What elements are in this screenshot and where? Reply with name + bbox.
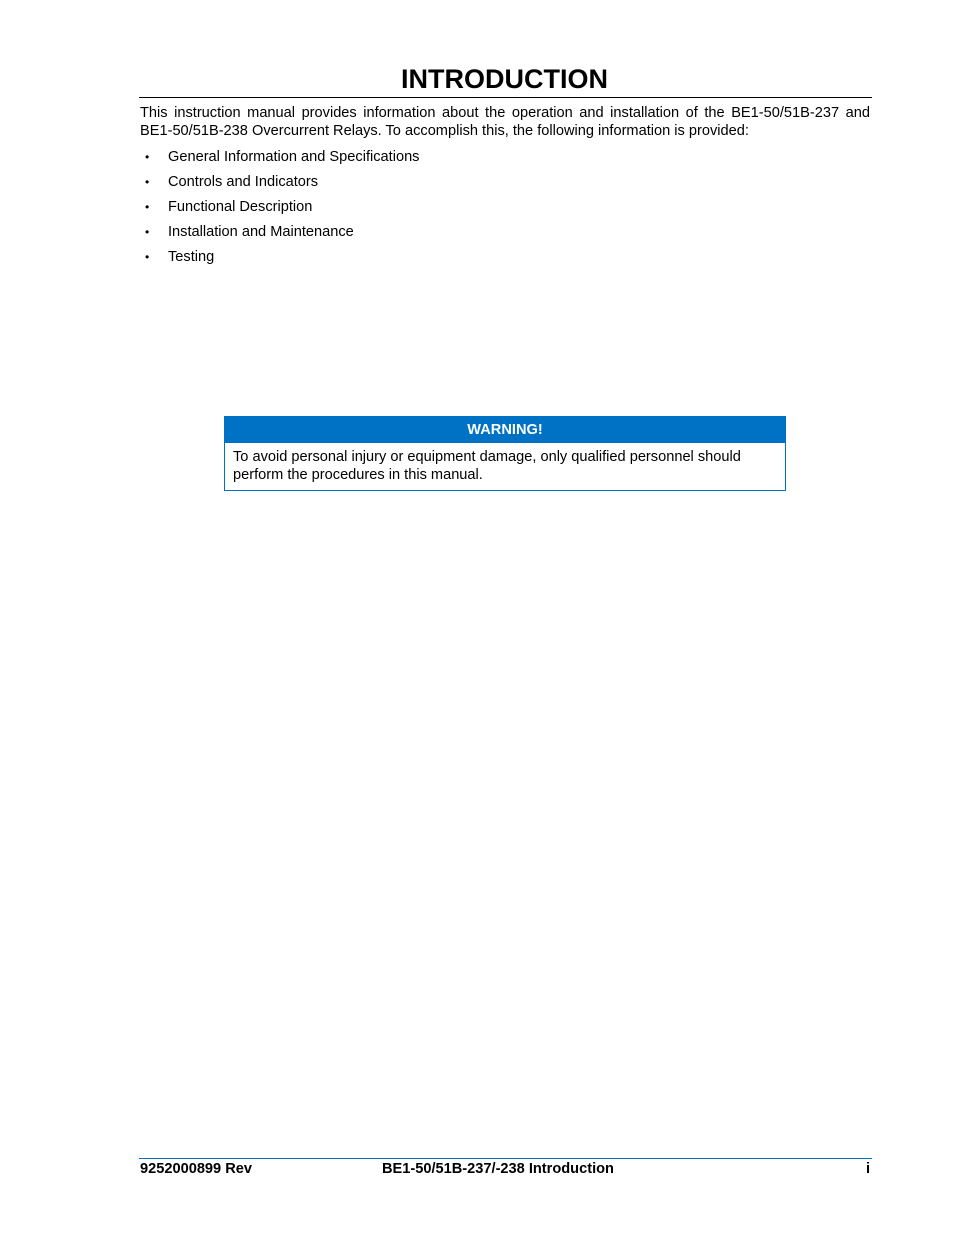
list-item bbox=[140, 198, 860, 223]
list-item bbox=[140, 148, 860, 173]
footer-doc-number: 9252000899 Rev bbox=[140, 1161, 252, 1177]
footer-page-number: i bbox=[865, 1161, 870, 1177]
footer-divider bbox=[139, 1158, 872, 1159]
warning-box bbox=[224, 416, 786, 491]
title-divider bbox=[139, 97, 872, 98]
page-footer bbox=[139, 1160, 870, 1178]
warning-heading: WARNING! bbox=[225, 417, 785, 443]
list-item-label: Functional Description bbox=[168, 199, 313, 215]
list-item bbox=[140, 248, 860, 273]
list-item bbox=[140, 223, 860, 248]
footer-doc-title: BE1-50/51B-237/-238 Introduction bbox=[382, 1161, 614, 1177]
list-item-label: Installation and Maintenance bbox=[168, 224, 354, 240]
list-item-label: Controls and Indicators bbox=[168, 174, 319, 190]
bullet-icon: • bbox=[145, 175, 150, 189]
list-item-label: Testing bbox=[168, 249, 215, 265]
bullet-icon: • bbox=[145, 225, 150, 239]
list-item-label: General Information and Specifications bbox=[168, 149, 420, 165]
topics-list bbox=[140, 148, 860, 273]
bullet-icon: • bbox=[145, 200, 150, 214]
bullet-icon: • bbox=[145, 250, 150, 264]
warning-text: To avoid personal injury or equipment damage, only qualified personnel should perform the procedures in this manual. bbox=[233, 449, 741, 483]
list-item bbox=[140, 173, 860, 198]
page-title: INTRODUCTION bbox=[401, 64, 608, 94]
bullet-icon: • bbox=[145, 150, 150, 164]
intro-paragraph: This instruction manual provides information about the operation and installation of the BE1-50/51B-237 and BE1-50/51B-238 Overcurrent Relays. To accomplish this, the following information is provided: bbox=[140, 105, 870, 139]
